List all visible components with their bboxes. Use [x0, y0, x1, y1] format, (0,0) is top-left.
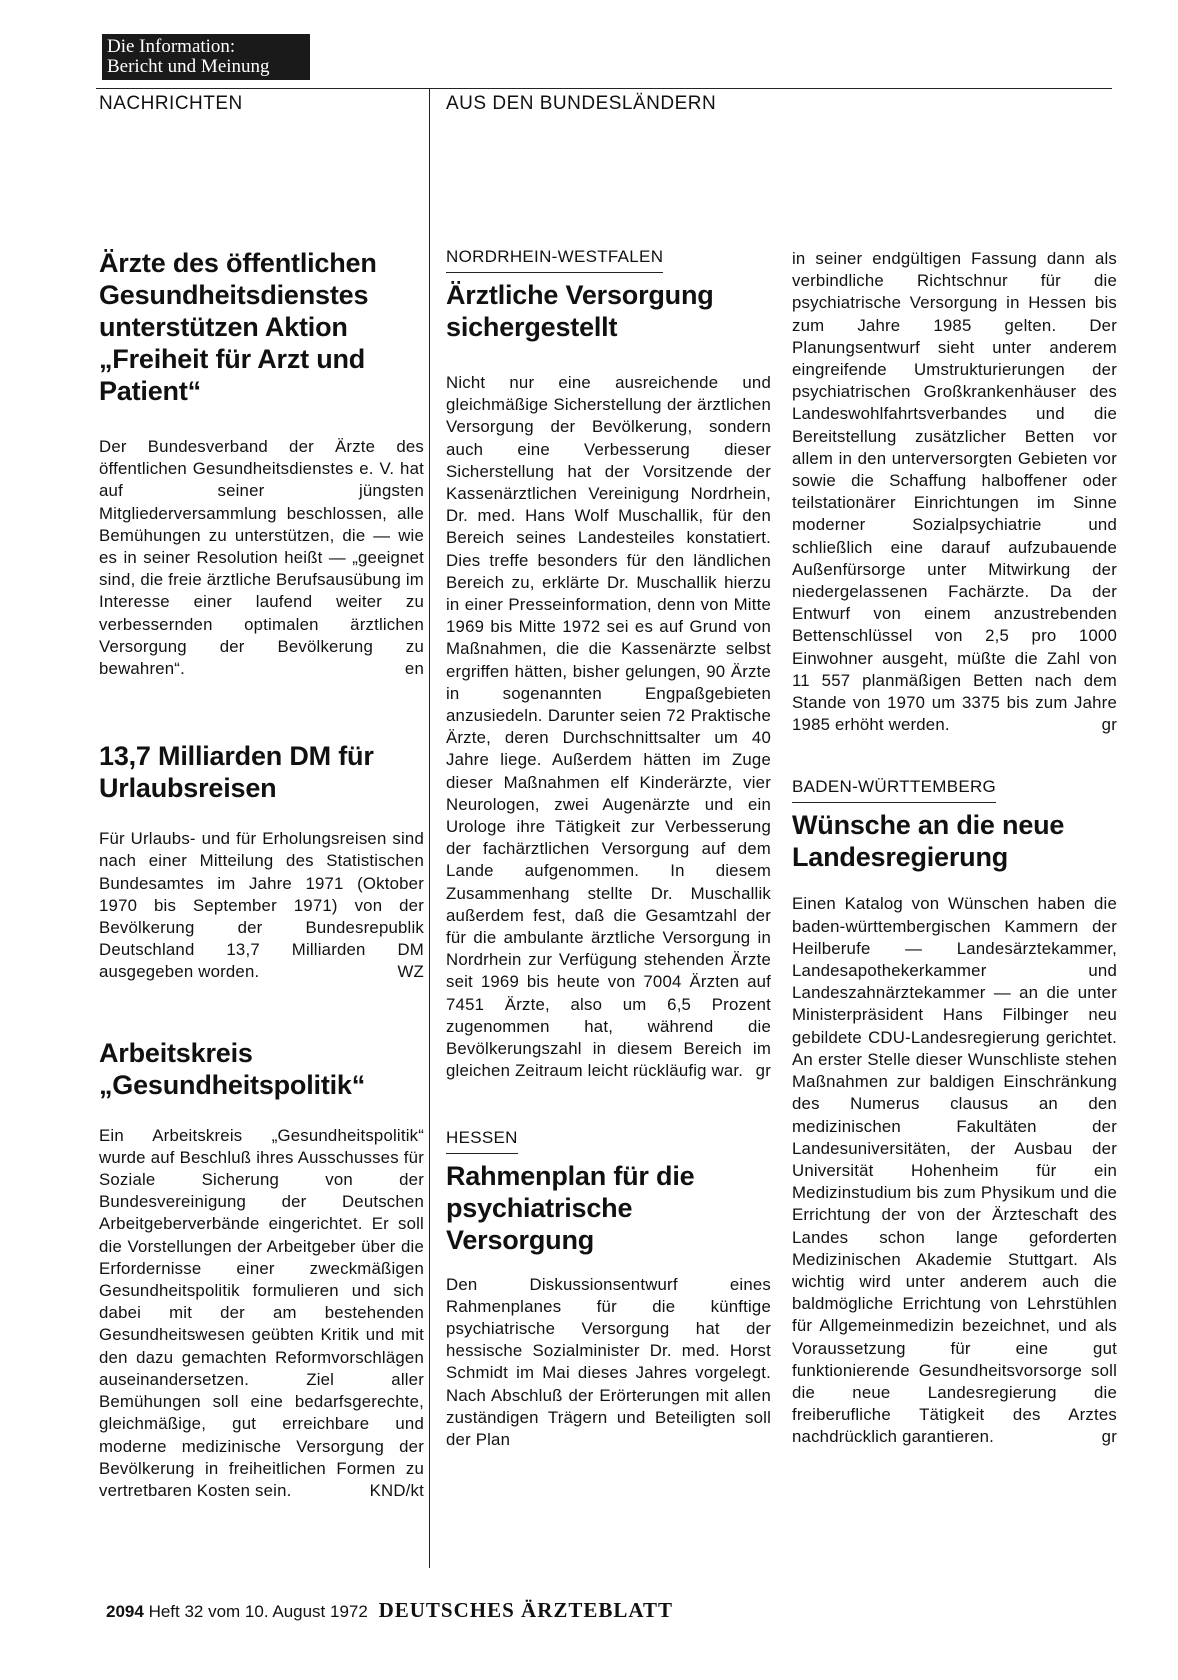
- column-2: [446, 246, 771, 1451]
- article-urlaub-text: Für Urlaubs- und für Erholungsreisen sind nach einer Mitteilung des Statistischen Bundesamtes im Jahre 1971 (Oktober 1970 bis September 1971) von der Bevölkerung der Bundesrepublik Deutschland 13,7 Milliarden DM ausgegeben worden.: [99, 829, 424, 982]
- header-rule: [96, 88, 1112, 89]
- badge-line-1: Die Information:: [107, 36, 236, 57]
- article-urlaub-title: 13,7 Milliarden DM für Urlaubsreisen: [99, 741, 374, 804]
- article-nrw: [446, 246, 771, 1083]
- article-hessen: [446, 1127, 771, 1452]
- article-nrw-text: Nicht nur eine ausreichende und gleichmäßige Sicherstellung der ärztlichen Versorgung der Bevölkerung, sondern auch eine Verbesserung dieser Sicherstellung hat der Vorsitzende der Kassenärztlichen Vereinigung Nordrhein, Dr. med. Hans Wolf Muschallik, für den Bereich seines Landesteiles konstatiert. Dies treffe besonders für den ländlichen Bereich zu, erklärte Dr. Muschallik hierzu in einer Presseinformation, denn von Mitte 1969 bis Mitte 1972 sei es auf Grund von Maßnahmen, die die Kassenärzte selbst ergriffen hätten, bisher gelungen, 90 Ärzte in sogenannten Engpaßgebieten anzusiedeln. Darunter seien 72 Praktische Ärzte, deren Durchschnittsalter um 40 Jahre liege. Außerdem hätten im Zuge dieser Maßnahmen elf Kinderärzte, vier Neurologen, zwei Augenärzte und ein Urologe ihre Tätigkeit zur Verbesserung der fachärztlichen Versorgung auf dem Lande aufgenommen. In diesem Zusammenhang stellte Dr. Muschallik außerdem fest, daß die Gesamtzahl der für die ambulante ärztliche Versorgung in Nordrhein zur Verfügung stehenden Ärzte seit 1969 bis heute von 7004 Ärzten auf 7451 Ärzte, also um 6,5 Prozent zugenommen hat, während die Bevölkerungszahl in diesem Bereich im gleichen Zeitraum leicht rückläufig war.: [446, 373, 771, 1081]
- article-oegd: [99, 247, 424, 680]
- region-label-nrw: NORDRHEIN-WESTFALEN: [446, 246, 663, 273]
- article-hessen-body: Den Diskussionsentwurf eines Rahmenplanes für die künftige psychiatrische Versorgung hat der hessische Sozialminister Dr. med. Horst Schmidt im Mai dieses Jahres vorgelegt. Nach Abschluß der Erörterungen mit allen zuständigen Trägern und Beteiligten soll der Plan: [446, 1274, 771, 1449]
- section-nachrichten: NACHRICHTEN: [99, 93, 243, 114]
- column-3: [792, 248, 1117, 1449]
- article-oegd-title: Ärzte des öffentlichen Gesundheitsdienstes unterstützen Aktion „Freiheit für Arzt und Patient“: [99, 248, 377, 406]
- article-arbeitskreis-title: Arbeitskreis „Gesundheitspolitik“: [99, 1037, 366, 1100]
- article-bw-title: Wünsche an die neue Landesregierung: [792, 810, 1065, 873]
- article-urlaub: [99, 740, 424, 983]
- article-hessen-continued-text: in seiner endgültigen Fassung dann als verbindliche Richtschnur für die psychiatrische Versorgung in Hessen bis zum Jahre 1985 gelten. Der Planungsentwurf sieht unter anderem eingreifende Umstrukturierungen der psychiatrischen Großkrankenhäuser des Landeswohlfahrtsverbandes und die Bereitstellung zusätzlicher Betten vor allem in den unterversorgten Gebieten vor sowie die Schaffung halboffener oder teilstationärer Einrichtungen im Sinne moderner Sozialpsychiatrie und schließlich eine darauf aufzubauende Außenfürsorge unter Mitwirkung der niedergelassenen Fachärzte. Da der Entwurf von einem anzustrebenden Bettenschlüssel von 2,5 pro 1000 Einwohner ausgeht, müßte die Zahl von 11 557 planmäßigen Betten nach dem Stande von 1970 um 3375 bis zum Jahre 1985 erhöht werden.: [792, 249, 1117, 735]
- article-oegd-body: [99, 436, 424, 680]
- section-badge: [102, 34, 310, 80]
- journal-name: DEUTSCHES ÄRZTEBLATT: [378, 1598, 674, 1622]
- column-1: [99, 247, 424, 1502]
- column-divider: [429, 88, 430, 1568]
- region-label-hessen: HESSEN: [446, 1127, 518, 1154]
- article-bw-signature: gr: [1101, 1427, 1117, 1447]
- badge-line-2: Bericht und Meinung: [107, 56, 270, 77]
- article-urlaub-body: [99, 828, 424, 983]
- page-number: 2094: [106, 1602, 144, 1621]
- article-bw-text: Einen Katalog von Wünschen haben die baden-württembergischen Kammern der Heilberufe — Landesärztekammer, Landesapothekerkammer und Landeszahnärztekammer — an die unter Ministerpräsident Hans Filbinger neu gebildete CDU-Landesregierung gerichtet. An erster Stelle dieser Wunschliste stehen Maßnahmen zur baldigen Einschränkung des Numerus clausus an den medizinischen Fakultäten der Landesuniversitäten, der Ausbau der Universität Hohenheim für ein Medizinstudium bis zum Physikum und die Errichtung der von der Ärzteschaft des Landes schon lange geforderten Medizinischen Akademie Stuttgart. Als wichtig wird unter anderem auch die baldmögliche Errichtung von Lehrstühlen für Allgemeinmedizin bezeichnet, und als Voraussetzung für eine gut funktionierende Gesundheitsvorsorge soll die neue Landesregierung die freiberufliche Tätigkeit des Arztes nachdrücklich garantieren.: [792, 894, 1117, 1447]
- issue-info: Heft 32 vom 10. August 1972: [148, 1602, 368, 1621]
- article-nrw-title: Ärztliche Versorgung sichergestellt: [446, 280, 714, 342]
- article-nrw-signature: gr: [755, 1061, 771, 1081]
- article-arbeitskreis-signature: KND/kt: [369, 1480, 424, 1500]
- article-hessen-signature: gr: [1101, 715, 1117, 735]
- article-arbeitskreis-text: Ein Arbeitskreis „Gesundheitspolitik“ wurde auf Beschluß ihres Ausschusses für Soziale Sicherung von der Bundesvereinigung der Deutschen Arbeitgeberverbände eingerichtet. Er soll die Vorstellungen der Arbeitgeber über die Erfordernisse einer zweckmäßigen Gesundheitspolitik formulieren und sich dabei mit der am bestehenden Gesundheitswesen geübten Kritik und mit den dazu gemachten Reformvorschlägen auseinandersetzen. Ziel aller Bemühungen soll eine bedarfsgerechte, gleichmäßige, gut erreichbare und moderne medizinische Versorgung der Bevölkerung in freiheitlichen Formen zu vertretbaren Kosten sein.: [99, 1125, 424, 1500]
- article-bw-body: [792, 893, 1117, 1448]
- article-hessen-continued: [792, 248, 1117, 736]
- article-oegd-text: Der Bundesverband der Ärzte des öffentlichen Gesundheitsdienstes e. V. hat auf seiner jüngsten Mitgliederversammlung beschlossen, alle Bemühungen zu unterstützen, die — wie es in seiner Resolution heißt — „geeignet sind, die freie ärztliche Berufsausübung im Interesse einer laufend weiter zu verbessernden optimalen ärztlichen Versorgung der Bevölkerung zu bewahren“.: [99, 437, 424, 679]
- article-bw: [792, 776, 1117, 1448]
- article-nrw-body: [446, 372, 771, 1083]
- page-footer: [106, 1598, 673, 1623]
- region-label-bw: BADEN-WÜRTTEMBERG: [792, 776, 996, 803]
- article-arbeitskreis: [99, 1037, 424, 1502]
- article-oegd-signature: en: [404, 659, 424, 679]
- article-arbeitskreis-body: [99, 1125, 424, 1502]
- section-bundeslaender: AUS DEN BUNDESLÄNDERN: [446, 93, 717, 114]
- article-urlaub-signature: WZ: [397, 962, 424, 982]
- article-hessen-title: Rahmenplan für die psychiatrische Versorgung: [446, 1160, 695, 1255]
